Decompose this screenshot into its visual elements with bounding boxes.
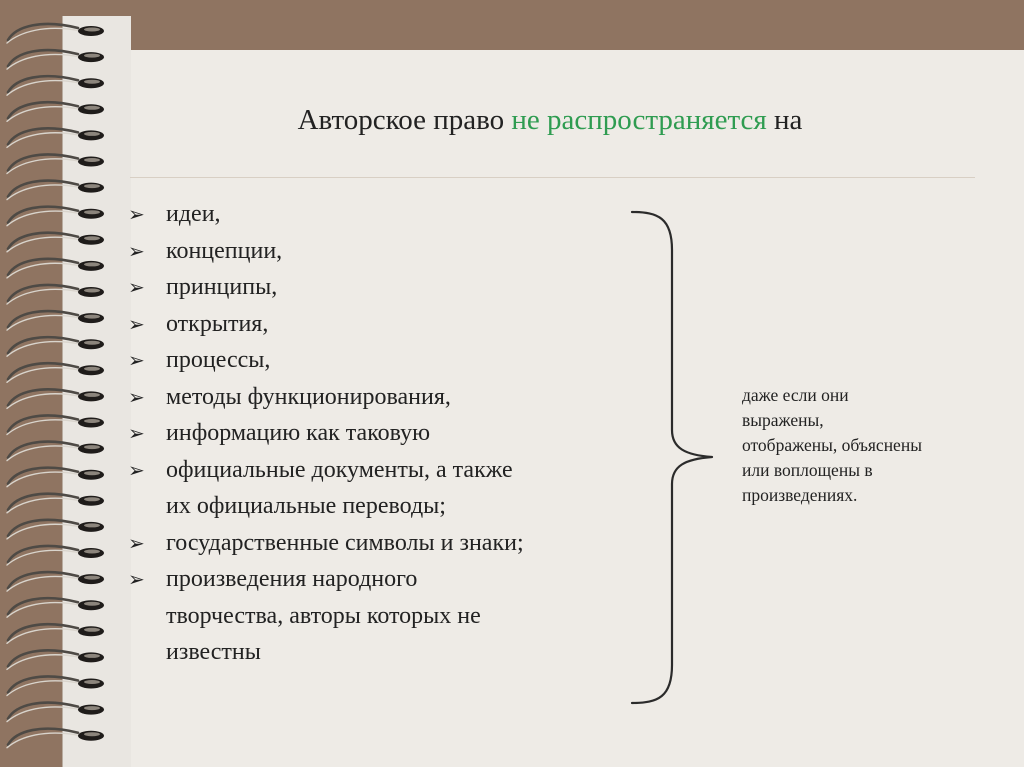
spiral-ring bbox=[7, 311, 104, 330]
spiral-ring bbox=[7, 76, 104, 95]
list-item-text: концепции, bbox=[166, 237, 283, 264]
list-item-text: информацию как таковую bbox=[166, 420, 431, 446]
right-curly-brace-icon bbox=[630, 210, 725, 705]
spiral-ring bbox=[7, 729, 104, 748]
spiral-ring bbox=[7, 703, 104, 722]
list-item-text: произведения народного творчества, авторы которых не известны bbox=[166, 566, 481, 665]
title-accent: не распространяется bbox=[511, 104, 767, 136]
list-item bbox=[128, 342, 648, 379]
spiral-ring bbox=[7, 389, 104, 408]
spiral-ring bbox=[7, 233, 104, 252]
list-item bbox=[128, 415, 648, 452]
spiral-ring bbox=[7, 363, 104, 382]
list-item bbox=[128, 196, 648, 233]
arrow-bullet-icon: ➢ bbox=[128, 421, 145, 445]
arrow-bullet-icon: ➢ bbox=[128, 530, 145, 555]
spiral-ring bbox=[7, 572, 104, 591]
arrow-bullet-icon: ➢ bbox=[128, 202, 145, 226]
list-item-text: государственные символы и знаки; bbox=[166, 529, 524, 556]
list-item bbox=[128, 525, 648, 562]
arrow-bullet-icon: ➢ bbox=[128, 311, 145, 336]
spiral-ring bbox=[7, 468, 104, 487]
list-item bbox=[128, 269, 648, 306]
spiral-ring bbox=[7, 181, 104, 200]
spiral-ring bbox=[7, 207, 104, 226]
spiral-ring bbox=[7, 442, 104, 461]
list-item bbox=[128, 306, 648, 343]
exclusions-list bbox=[128, 196, 648, 671]
spiral-ring bbox=[7, 24, 104, 43]
list-item bbox=[128, 379, 648, 416]
spiral-ring bbox=[7, 285, 104, 304]
list-item bbox=[128, 561, 648, 671]
spiral-ring bbox=[7, 676, 104, 695]
list-item-text: официальные документы, а также их официальные переводы; bbox=[166, 456, 513, 519]
spiral-ring bbox=[7, 415, 104, 434]
arrow-bullet-icon: ➢ bbox=[128, 457, 145, 482]
arrow-bullet-icon: ➢ bbox=[128, 275, 145, 299]
arrow-bullet-icon: ➢ bbox=[128, 567, 145, 591]
list-item bbox=[128, 233, 648, 270]
spiral-ring bbox=[7, 50, 104, 69]
title-prefix: Авторское право bbox=[297, 104, 505, 136]
top-border-band bbox=[0, 0, 1024, 50]
arrow-bullet-icon: ➢ bbox=[128, 384, 145, 409]
spiral-ring bbox=[7, 337, 104, 356]
spiral-ring bbox=[7, 259, 104, 278]
spiral-ring bbox=[7, 520, 104, 539]
spiral-ring bbox=[7, 598, 104, 617]
arrow-bullet-icon: ➢ bbox=[128, 348, 145, 372]
list-item-text: открытия, bbox=[166, 310, 269, 337]
list-item bbox=[128, 452, 648, 525]
list-item-text: принципы, bbox=[166, 274, 278, 300]
spiral-ring bbox=[7, 650, 104, 669]
spiral-ring bbox=[7, 128, 104, 147]
arrow-bullet-icon: ➢ bbox=[128, 238, 145, 263]
list-item-text: идеи, bbox=[166, 201, 221, 227]
spiral-ring bbox=[7, 546, 104, 565]
clarification-note: даже если они выражены, отображены, объяснены или воплощены в произведениях. bbox=[742, 385, 922, 505]
spiral-ring bbox=[7, 624, 104, 643]
spiral-ring bbox=[7, 154, 104, 173]
slide-title bbox=[200, 104, 900, 137]
list-item-text: процессы, bbox=[166, 347, 271, 373]
spiral-ring bbox=[7, 494, 104, 513]
title-suffix: на bbox=[774, 104, 803, 136]
spiral-ring bbox=[7, 102, 104, 121]
list-item-text: методы функционирования, bbox=[166, 383, 451, 410]
spiral-binding-icon bbox=[0, 0, 130, 767]
title-divider bbox=[130, 177, 975, 178]
